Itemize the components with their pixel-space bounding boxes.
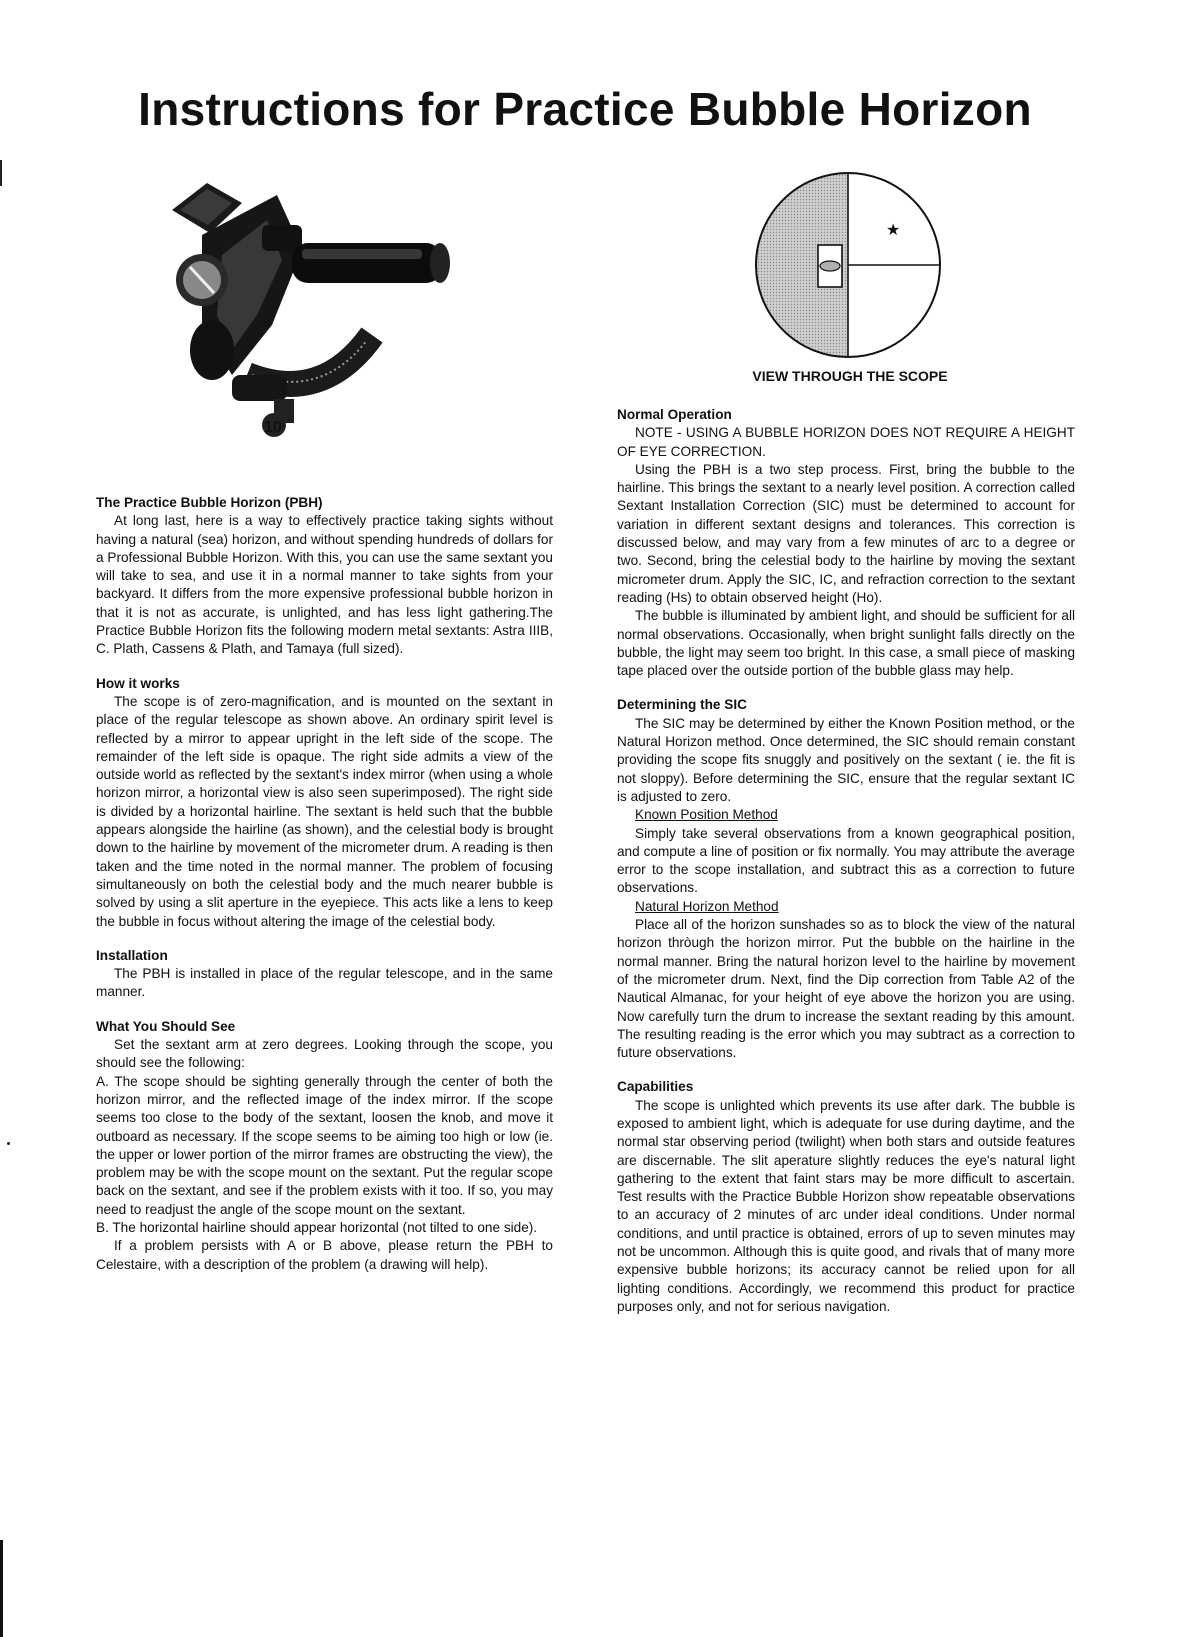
scope-view-diagram (748, 165, 948, 365)
paragraph: At long last, here is a way to effectively practice taking sights without having a natural (sea) horizon, and without spending hundreds of dollars for a Professional Bubble Horizon. With this, you can use the same sextant you will take to sea, and use it in a normal manner to take sights from your backyard. It differs from the more expensive professional bubble horizon in that it is not as accurate, is unlighted, and has less light gathering.The Practice Bubble Horizon fits the following modern metal sextants: Astra IIIB, C. Plath, Cassens & Plath, and Tamaya (full sized). (96, 513, 553, 657)
svg-text:10: 10 (264, 419, 282, 436)
scan-mark (0, 160, 2, 186)
paragraph: The scope is unlighted which prevents its use after dark. The bubble is exposed to ambient light, which is adequate for use during daytime, and the normal star observing period (twilight) when both stars and outside features are discernable. The slit aperature slightly reduces the eye's natural light gathering to the extent that faint stars may be more difficult to ascertain. Test results with the Practice Bubble Horizon show repeatable observations to an accuracy of 2 minutes of arc under ideal conditions. Under normal conditions, and until practice is obtained, errors of up to seven minutes may not be uncommon. Although this is quite good, and rivals that of many more expensive bubble horizons; its accuracy cannot be relied upon for all lighting conditions. Accordingly, we recommend this product for practice purposes only, and not for serious navigation. (617, 1097, 1075, 1314)
subsection-heading: Known Position Method (635, 807, 778, 823)
section-heading: Capabilities (617, 1079, 694, 1095)
right-column (617, 406, 1075, 1316)
figure-caption: VIEW THROUGH THE SCOPE (752, 368, 948, 384)
page-title: Instructions for Practice Bubble Horizon (138, 83, 1032, 135)
paragraph: If a problem persists with A or B above, please return the PBH to Celestaire, with a description of the problem (a drawing will help). (96, 1238, 553, 1272)
scan-mark (0, 1540, 3, 1637)
section-heading: What You Should See (96, 1018, 236, 1034)
paragraph: NOTE - USING A BUBBLE HORIZON DOES NOT REQUIRE A HEIGHT OF EYE CORRECTION. (617, 425, 1075, 459)
section-heading: How it works (96, 675, 180, 691)
paragraph: Set the sextant arm at zero degrees. Looking through the scope, you should see the following: (96, 1037, 553, 1071)
paragraph: The bubble is illuminated by ambient light, and should be sufficient for all normal observations. Occasionally, when bright sunlight falls directly on the bubble, the light may seem too bright. In this case, a small piece of masking tape placed over the outside portion of the bubble glass may help. (617, 608, 1075, 679)
section-heading: The Practice Bubble Horizon (PBH) (96, 495, 323, 510)
scan-dot (7, 1142, 10, 1145)
section-heading: Installation (96, 947, 168, 963)
paragraph: The scope is of zero-magnification, and is mounted on the sextant in place of the regular telescope as shown above. An ordinary spirit level is reflected by a mirror to appear upright in the left side of the scope. The remainder of the left side is opaque. The right side admits a view of the outside world as reflected by the sextant's index mirror (when using a whole horizon mirror, a horizontal view is also seen superimposed). The right side is divided by a horizontal hairline. The sextant is held such that the bubble appears alongside the hairline (as shown), and the celestial body is brought down to the hairline by movement of the micrometer drum. A reading is then taken and the time noted in the normal manner. The problem of focusing simultaneously on both the celestial body and the much nearer bubble is solved by using a slit aperture in the eyepiece. This acts like a lens to keep the bubble in focus without altering the image of the celestial body. (96, 693, 553, 929)
paragraph: Simply take several observations from a known geographical position, and compute a line of position or fix normally. You may attribute the average error to the scope installation, and subtract this as a correction to future observations. (617, 825, 1075, 896)
paragraph: B. The horizontal hairline should appear horizontal (not tilted to one side). (96, 1219, 538, 1235)
subsection-heading: Natural Horizon Method (635, 898, 779, 914)
paragraph: A. The scope should be sighting generally through the center of both the horizon mirror, and the reflected image of the index mirror. If the scope seems too close to the body of the sextant, loosen the knob, and move it outboard as necessary. If the scope seems to be aiming too high or low (ie. the upper or lower portion of the mirror frames are obstructing the view), the problem may be with the scope mount on the sextant. Put the regular scope back on the sextant, and see if the problem exists with it too. If so, you may need to readjust the angle of the scope mount on the sextant. (96, 1073, 553, 1217)
paragraph: The PBH is installed in place of the regular telescope, and in the same manner. (96, 966, 553, 1000)
paragraph: The SIC may be determined by either the Known Position method, or the Natural Horizon method. Once determined, the SIC should remain constant providing the scope fits snuggly and positively on the sextant ( ie. the fit is not sloppy). Before determining the SIC, ensure that the regular sextant IC is adjusted to zero. (617, 715, 1075, 804)
bubble (820, 261, 840, 271)
sextant-photo (162, 175, 462, 455)
left-column (96, 494, 553, 1274)
paragraph: Using the PBH is a two step process. First, bring the bubble to the hairline. This brings the sextant to a nearly level position. A correction called Sextant Installation Correction (SIC) must be determined to account for variation in different sextant designs and tolerances. This correction is discussed below, and may vary from a few minutes of arc to a degree or two. Second, bring the celestial body to the hairline by moving the sextant micrometer drum. Apply the SIC, IC, and refraction correction to the sextant reading (Hs) to obtain observed height (Ho). (617, 461, 1075, 605)
section-heading: Determining the SIC (617, 697, 747, 713)
section-heading: Normal Operation (617, 407, 732, 422)
star-icon: ★ (886, 220, 901, 239)
paragraph: Place all of the horizon sunshades so as to block the view of the natural horizon thròugh the horizon mirror. Put the bubble on the hairline in the normal manner. Bring the natural horizon level to the hairline by movement of the micrometer drum. Next, find the Dip correction from Table A2 of the Nautical Almanac, for your height of eye above the horizon you are using. Now carefully turn the drum to increase the sextant reading by this amount. The resulting reading is the error which you may subtract as a correction to future observations. (617, 917, 1075, 1061)
